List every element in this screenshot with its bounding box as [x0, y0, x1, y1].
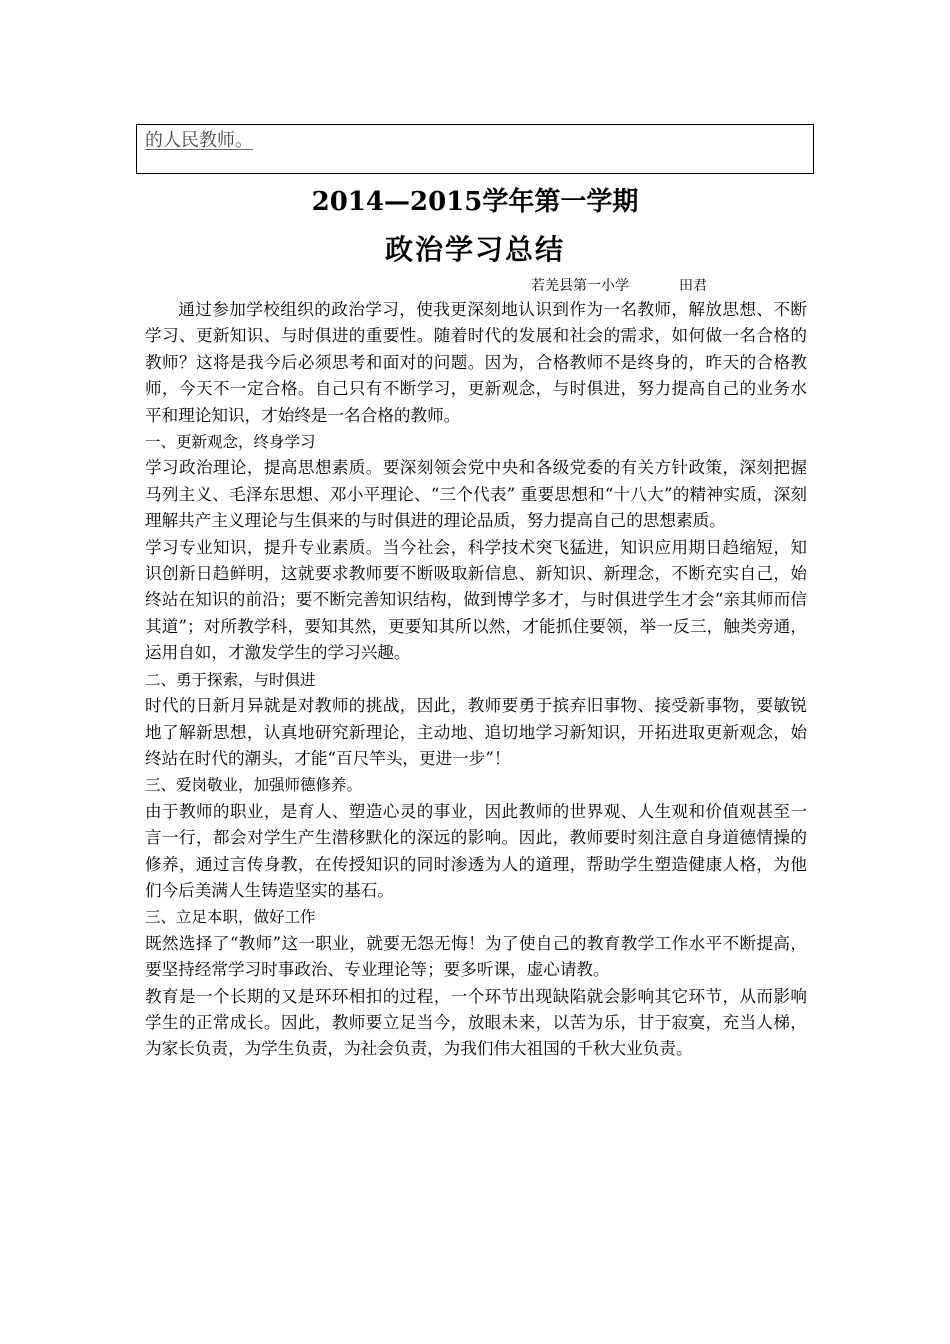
section-heading: 二、勇于探索，与时俱进: [145, 670, 316, 689]
article-body: [145, 297, 807, 1063]
paragraph: 学习专业知识，提升专业素质。当今社会，科学技术突飞猛进，知识应用期日趋缩短，知识创新日趋鲜明，这就要求教师要不断吸取新信息、新知识、新理念，不断充实自己，始终站在知识的前沿；要不断完善知识结构，做到博学多才，与时俱进学生才会“亲其师而信其道”；对所教学科，要知其然，更要知其所以然，才能抓住要领，举一反三，触类旁通，运用自如，才激发学生的学习兴趣。: [145, 537, 807, 663]
continuation-text: 的人民教师。: [145, 130, 253, 151]
author-name: 田君: [679, 278, 707, 294]
section-heading: 三、爱岗敬业，加强师德修养。: [145, 776, 363, 795]
paragraph: 通过参加学校组织的政治学习，使我更深刻地认识到作为一名教师，解放思想、不断学习、更新知识、与时俱进的重要性。随着时代的发展和社会的需求，如何做一名合格的教师？这将是我今后必须思考和面对的问题。因为，合格教师不是终身的，昨天的合格教师，今天不一定合格。自己只有不断学习，更新观念，与时俱进，努力提高自己的业务水平和理论知识，才始终是一名合格的教师。: [145, 300, 807, 425]
continuation-box: [136, 124, 814, 174]
paragraph: 既然选择了“教师”这一职业，就要无怨无悔！为了使自己的教育教学工作水平不断提高，要坚持经常学习时事政治、专业理论等；要多听课，虚心请教。: [145, 933, 807, 980]
section-heading: 一、更新观念，终身学习: [145, 433, 316, 452]
paragraph: 教育是一个长期的又是环环相扣的过程，一个环节出现缺陷就会影响其它环节，从而影响学生的正常成长。因此，教师要立足当今，放眼未来，以苦为乐，甘于寂寞，充当人梯，为家长负责，为学生负责，为社会负责，为我们伟大祖国的千秋大业负责。: [145, 986, 807, 1059]
paragraph: 由于教师的职业，是育人、塑造心灵的事业，因此教师的世界观、人生观和价值观甚至一言一行，都会对学生产生潜移默化的深远的影响。因此，教师要时刻注意自身道德情操的修养，通过言传身教，在传授知识的同时渗透为人的道理，帮助学生塑造健康人格，为他们今后美满人生铸造坚实的基石。: [145, 801, 807, 900]
byline: [531, 276, 707, 296]
title-term: 2014—2015学年第一学期: [311, 187, 639, 217]
school-name: 若羌县第一小学: [531, 278, 629, 294]
title-summary: 政治学习总结: [384, 233, 565, 266]
paragraph: 学习政治理论，提高思想素质。要深刻领会党中央和各级党委的有关方针政策，深刻把握马列主义、毛泽东思想、邓小平理论、“三个代表” 重要思想和“十八大”的精神实质，深刻理解共产主义理论与生俱来的与时俱进的理论品质，努力提高自己的思想素质。: [145, 458, 807, 531]
section-heading: 三、立足本职，做好工作: [145, 908, 316, 927]
paragraph: 时代的日新月异就是对教师的挑战，因此，教师要勇于摈弃旧事物、接受新事物，要敏锐地了解新思想，认真地研究新理论，主动地、追切地学习新知识，开拓进取更新观念，始终站在时代的潮头，才能“百尺竿头，更进一步”！: [145, 696, 807, 768]
